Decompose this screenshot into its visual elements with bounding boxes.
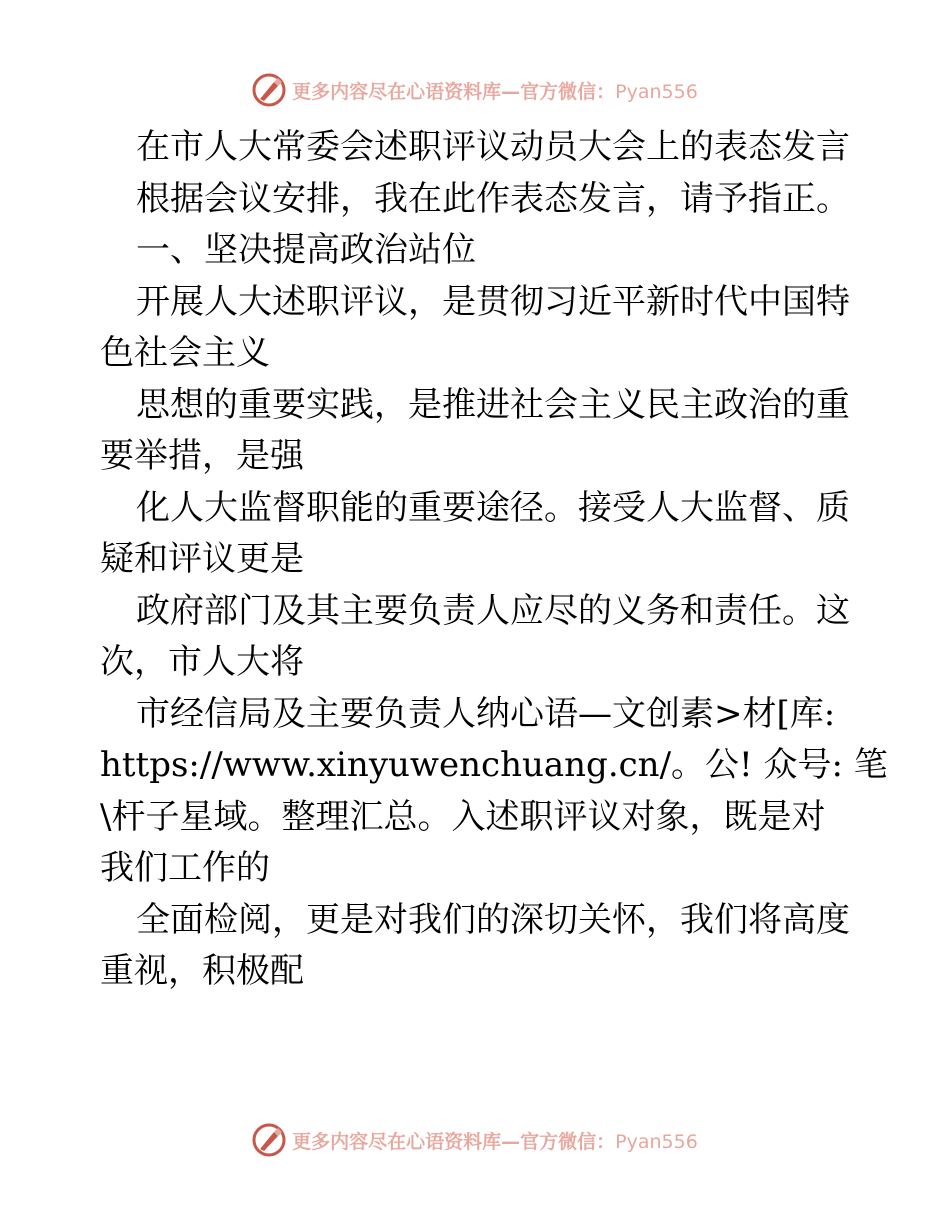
doc-paragraph-continuation: 我们工作的: [100, 848, 270, 888]
doc-paragraph-continuation: 要举措，是强: [100, 436, 304, 476]
footer-watermark: [0, 1120, 950, 1160]
doc-paragraph: 化人大监督职能的重要途径。接受人大监督、质: [136, 487, 850, 528]
watermark-brand: 更多内容尽在心语资料库—官方微信：: [292, 80, 616, 103]
doc-paragraph-continuation: 次，市人大将: [100, 642, 304, 682]
doc-paragraph-continuation: https://www.xinyuwenchuang.cn/。公! 众号: 笔: [100, 745, 888, 785]
doc-paragraph-continuation: 色社会主义: [100, 333, 270, 373]
pen-logo-icon: [252, 1123, 286, 1157]
watermark-account: Pyan556: [615, 80, 698, 103]
doc-paragraph-continuation: \杆子星域。整理汇总。入述职评议对象，既是对: [100, 796, 826, 837]
doc-paragraph: 思想的重要实践，是推进社会主义民主政治的重: [136, 384, 850, 425]
doc-paragraph: 全面检阅，更是对我们的深切关怀，我们将高度: [136, 899, 850, 940]
doc-paragraph: 开展人大述职评议，是贯彻习近平新时代中国特: [136, 281, 850, 322]
document-body: [100, 122, 888, 998]
doc-paragraph: 根据会议安排，我在此作表态发言，请予指正。: [136, 178, 850, 219]
doc-paragraph: 政府部门及其主要负责人应尽的义务和责任。这: [136, 590, 850, 631]
header-watermark: [0, 70, 950, 110]
doc-title: 在市人大常委会述职评议动员大会上的表态发言: [136, 127, 850, 167]
doc-paragraph-continuation: 重视，积极配: [100, 951, 304, 991]
section-heading: 一、坚决提高政治站位: [136, 230, 476, 270]
watermark-account: Pyan556: [615, 1130, 698, 1153]
watermark-text: [292, 77, 698, 104]
pen-logo-icon: [252, 73, 286, 107]
watermark-text: [292, 1127, 698, 1154]
doc-paragraph: 市经信局及主要负责人纳心语—文创素>材[库:: [136, 693, 836, 734]
doc-paragraph-continuation: 疑和评议更是: [100, 539, 304, 579]
watermark-brand: 更多内容尽在心语资料库—官方微信：: [292, 1130, 616, 1153]
